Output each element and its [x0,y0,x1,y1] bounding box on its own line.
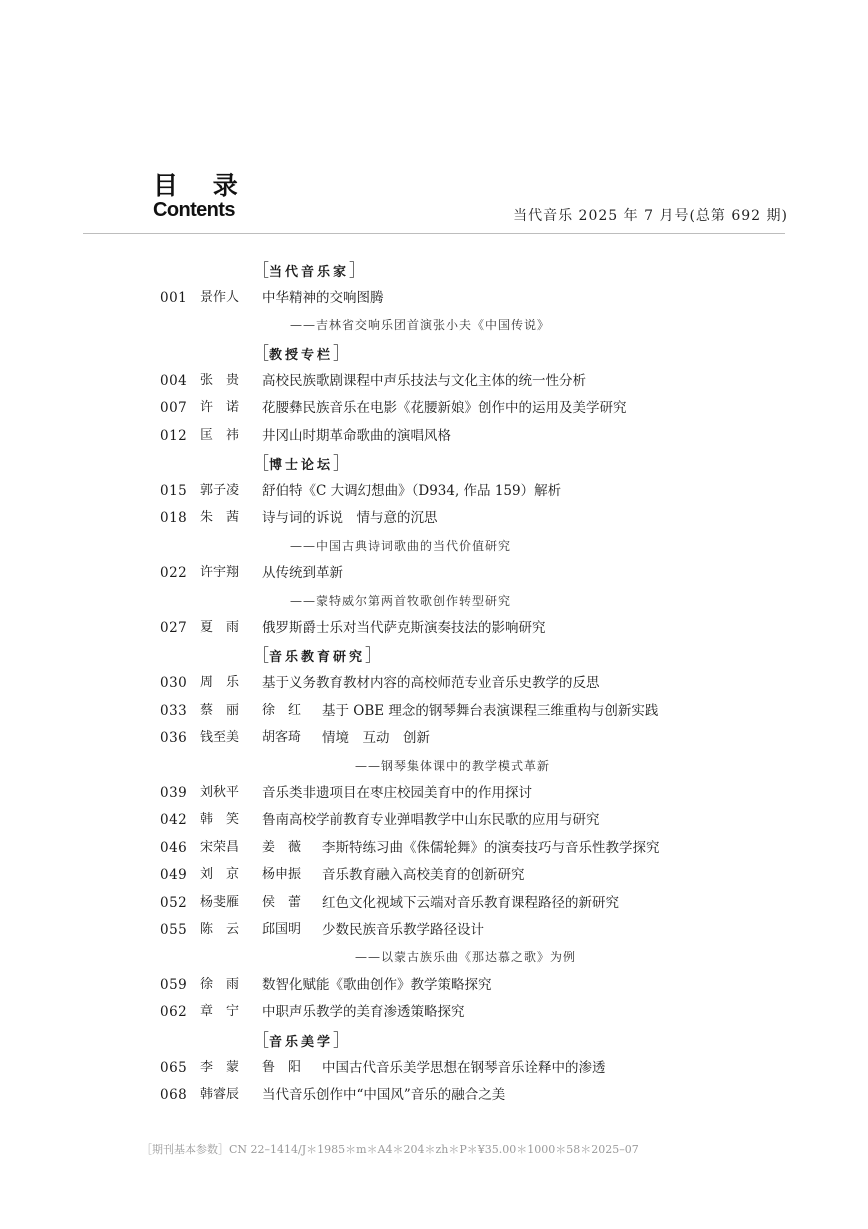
page-number: 015 [160,483,188,499]
article-title: 中华精神的交响图腾 [262,290,384,306]
bracket-left: ［ [252,454,269,474]
article-title: 音乐类非遗项目在枣庄校园美育中的作用探讨 [262,785,532,801]
issue-info: 当代音乐 2025 年 7 月号(总第 692 期) [513,208,788,224]
author-name: 朱 茜 [200,510,240,526]
page-number: 022 [160,565,188,582]
toc-entry[interactable] [0,727,868,749]
article-title: 从传统到革新 [262,565,343,582]
toc-entry[interactable] [0,397,868,419]
author-name: 姜 薇 [262,839,302,855]
page-number: 033 [160,702,188,719]
bracket-right: ］ [333,343,351,364]
article-title: 音乐教育融入高校美育的创新研究 [322,867,525,884]
page-number: 007 [160,400,188,417]
article-title: 中职声乐教学的美育渗透策略探究 [262,1004,465,1021]
author-name: 章 宁 [200,1004,240,1020]
toc-entry[interactable] [0,782,868,804]
author-name: 鲁 阳 [262,1059,302,1075]
header-rule [83,233,785,234]
author-name: 陈 云 [200,922,240,937]
article-title: 当代音乐创作中“中国风”音乐的融合之美 [262,1087,506,1103]
author-name: 杨申振 [262,867,302,883]
toc-entry[interactable] [0,1001,868,1023]
article-title: 数智化赋能《歌曲创作》教学策略探究 [262,976,492,993]
author-name: 韩 笑 [200,812,240,828]
section-name: 音乐美学 [269,1034,334,1050]
article-title: 井冈山时期革命歌曲的演唱风格 [262,427,451,444]
toc-entry[interactable] [0,287,868,309]
article-title: 高校民族歌剧课程中声乐技法与文化主体的统一性分析 [262,372,586,389]
author-name: 匡 祎 [200,427,240,443]
author-name: 刘 京 [200,867,240,883]
page-number: 004 [160,372,188,389]
bracket-right: ］ [333,454,351,474]
article-title: 舒伯特《C 大调幻想曲》（D934, 作品 159）解析 [262,483,562,499]
article-title: 少数民族音乐教学路径设计 [322,922,484,938]
author-name: 刘秋平 [200,785,240,800]
toc-entry[interactable] [0,507,868,529]
toc-entry[interactable] [0,617,868,639]
bracket-left: ［ [252,261,269,281]
page-number: 046 [160,839,188,856]
article-title: 俄罗斯爵士乐对当代萨克斯演奏技法的影响研究 [262,620,546,636]
toc-entry[interactable] [0,892,868,914]
author-name: 侯 蕾 [262,894,302,910]
article-title: 中国古代音乐美学思想在钢琴音乐诠释中的渗透 [322,1059,606,1076]
article-subtitle: ——钢琴集体课中的教学模式革新 [355,758,551,773]
article-subtitle: ——中国古典诗词歌曲的当代价值研究 [290,538,512,553]
toc-entry[interactable] [0,919,868,941]
bracket-left: ［ [252,646,269,667]
toc-entry[interactable] [0,672,868,694]
author-name: 宋荣昌 [200,839,240,855]
bracket-right: ］ [333,1030,351,1051]
toc-entry[interactable] [0,562,868,584]
author-name: 夏 雨 [200,620,240,635]
author-name: 景作人 [200,290,240,305]
page-title-cn: 目 录 [153,171,251,200]
toc-entry[interactable] [0,809,868,831]
author-name: 钱至美 [200,730,240,746]
article-title: 鲁南高校学前教育专业弹唱教学中山东民歌的应用与研究 [262,812,600,829]
article-title: 情境 互动 创新 [322,730,430,747]
author-name: 杨斐雁 [200,894,240,910]
toc-entry[interactable] [0,425,868,447]
page-number: 039 [160,785,188,801]
toc-entry[interactable] [0,480,868,502]
section-name: 当代音乐家 [269,265,350,280]
toc-entry[interactable] [0,837,868,859]
toc-entry[interactable] [0,1084,868,1106]
author-name: 蔡 丽 [200,702,240,718]
page-number: 059 [160,976,188,993]
author-name: 周 乐 [200,675,240,691]
author-name: 徐 雨 [200,976,240,992]
page-number: 068 [160,1087,188,1103]
section-heading [252,259,366,283]
section-heading [252,342,350,366]
toc-entry[interactable] [0,700,868,722]
toc-entry[interactable] [0,974,868,996]
author-name: 郭子凌 [200,483,240,498]
author-name: 张 贵 [200,372,240,388]
toc-entry[interactable] [0,1057,868,1079]
page-number: 001 [160,290,188,306]
page-number: 065 [160,1059,188,1076]
article-title: 基于 OBE 理念的钢琴舞台表演课程三维重构与创新实践 [322,702,659,719]
article-subtitle: ——蒙特威尔第两首牧歌创作转型研究 [290,593,512,608]
page-number: 062 [160,1004,188,1021]
author-name: 胡客琦 [262,730,302,746]
page-number: 030 [160,675,188,692]
section-heading [252,1029,350,1053]
author-name: 许宇翔 [200,565,240,581]
page-number: 055 [160,922,188,938]
toc-entry[interactable] [0,370,868,392]
page-number: 049 [160,867,188,884]
article-title: 花腰彝民族音乐在电影《花腰新娘》创作中的运用及美学研究 [262,400,627,417]
section-name: 音乐教育研究 [269,650,366,666]
author-name: 李 蒙 [200,1059,240,1075]
page-number: 052 [160,894,188,911]
page-number: 018 [160,510,188,527]
page-number: 036 [160,730,188,747]
toc-entry[interactable] [0,864,868,886]
author-name: 徐 红 [262,702,302,718]
article-subtitle: ——吉林省交响乐团首演张小夫《中国传说》 [290,318,551,333]
article-subtitle: ——以蒙古族乐曲《那达慕之歌》为例 [355,950,577,965]
article-title: 基于义务教育教材内容的高校师范专业音乐史教学的反思 [262,675,600,692]
author-name: 邱国明 [262,922,302,937]
section-name: 博士论坛 [269,458,334,473]
page-number: 042 [160,812,188,829]
article-title: 李斯特练习曲《侏儒轮舞》的演奏技巧与音乐性教学探究 [322,839,660,856]
author-name: 韩睿辰 [200,1087,240,1102]
author-name: 许 诺 [200,400,240,416]
journal-parameters: ［期刊基本参数］CN 22–1414/J＊1985＊m＊A4＊204＊zh＊P＊¥35.00＊1000＊58＊2025–07 [141,1143,639,1156]
bracket-left: ［ [252,343,269,364]
bracket-left: ［ [252,1030,269,1051]
page-title-en: Contents [153,199,235,221]
article-title: 红色文化视域下云端对音乐教育课程路径的新研究 [322,894,619,911]
page-number: 027 [160,620,188,636]
section-heading [252,644,382,668]
page-number: 012 [160,427,188,444]
bracket-right: ］ [365,646,383,667]
bracket-right: ］ [349,261,367,281]
section-name: 教授专栏 [269,347,334,363]
article-title: 诗与词的诉说 情与意的沉思 [262,510,438,527]
section-heading [252,452,350,476]
